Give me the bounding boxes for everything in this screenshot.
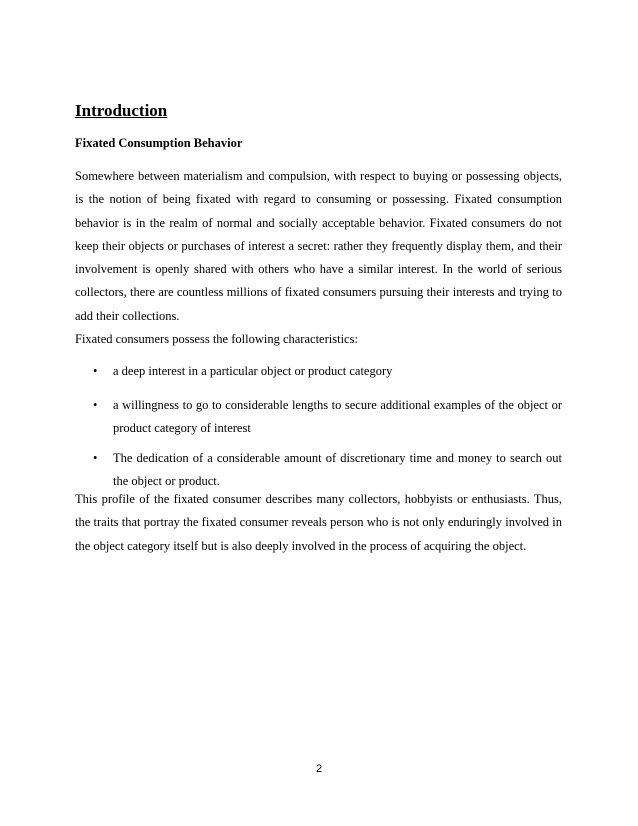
profile-paragraph: This profile of the fixated consumer describes many collectors, hobbyists or enthusiasts. Thus, the traits that portray the fixated consumer reveals person who is not only enduringly involved in the object category itself but is also deeply involved in the process of acquiring the object.	[75, 492, 562, 553]
list-item-text: The dedication of a considerable amount of discretionary time and money to search out the object or product.	[113, 451, 562, 489]
list-item	[93, 394, 562, 441]
list-item-text: a willingness to go to considerable lengths to secure additional examples of the object or product category of interest	[113, 398, 562, 436]
page-number: 2	[315, 763, 323, 775]
section-heading: Introduction	[75, 101, 168, 120]
bullet-icon: •	[93, 451, 98, 465]
characteristics-intro: Fixated consumers possess the following characteristics:	[75, 332, 358, 346]
list-item-text: a deep interest in a particular object or product category	[113, 364, 393, 378]
list-item	[93, 447, 562, 494]
list-item	[93, 360, 562, 383]
intro-paragraph: Somewhere between materialism and compulsion, with respect to buying or possessing objects, is the notion of being fixated with regard to consuming or possessing. Fixated consumption behavior is in the realm of normal and socially acceptable behavior. Fixated consumers do not keep their objects or purchases of interest a secret: rather they frequently display them, and their involvement is openly shared with others who have a similar interest. In the world of serious collectors, there are countless millions of fixated consumers pursuing their interests and trying to add their collections.	[75, 169, 562, 323]
bullet-icon: •	[93, 398, 98, 412]
subsection-heading: Fixated Consumption Behavior	[75, 136, 243, 150]
bullet-icon: •	[93, 364, 98, 378]
